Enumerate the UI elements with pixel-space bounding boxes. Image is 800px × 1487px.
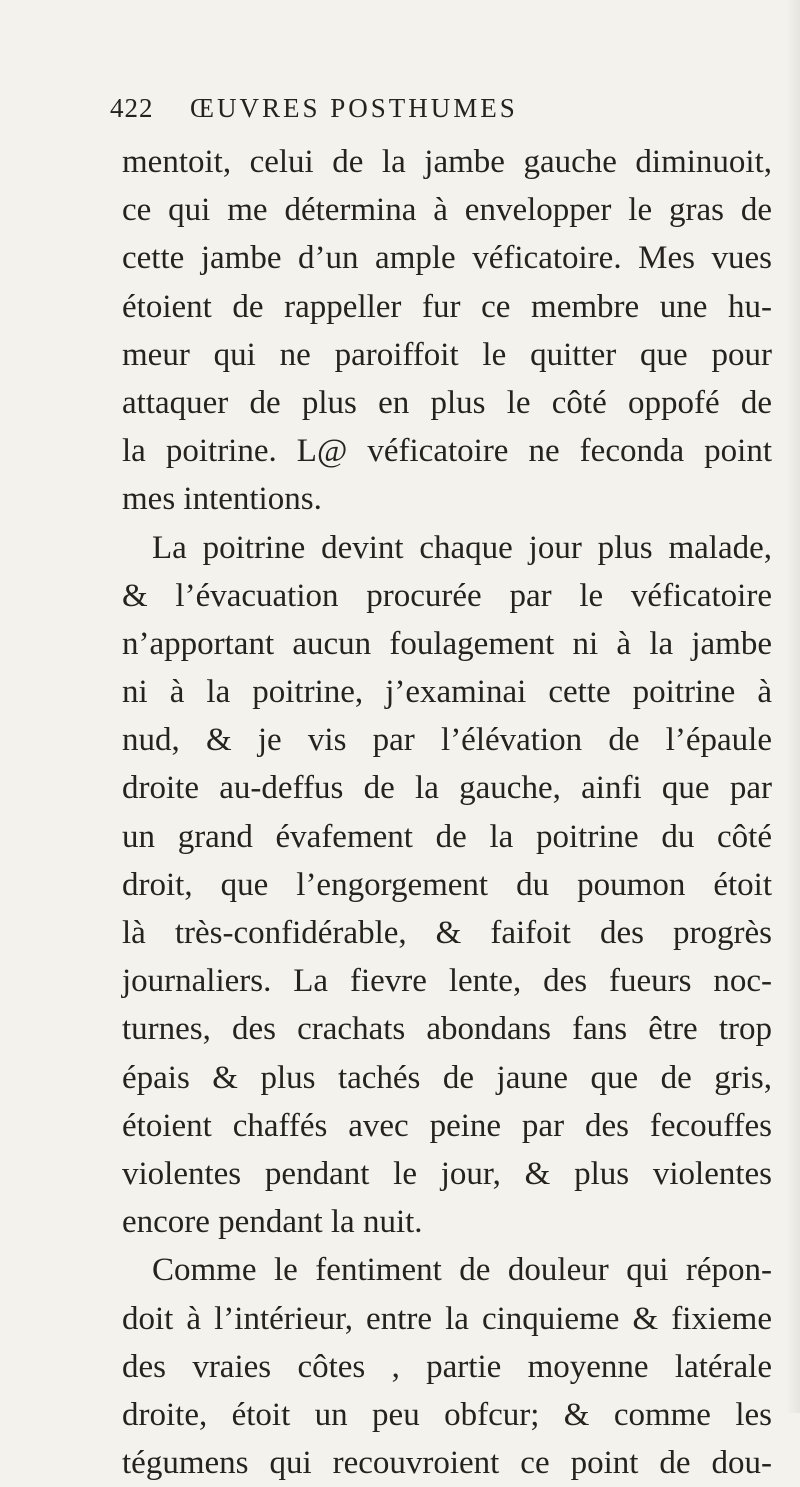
text-line: turnes, des crachats abondans fans être trop: [122, 1011, 772, 1048]
text-line: attaquer de plus en plus le côté oppofé de: [122, 384, 772, 421]
text-line: meur qui ne paroiffoit le quitter que pour: [122, 336, 772, 373]
text-line: étoient de rappeller fur ce membre une hu-: [122, 288, 772, 325]
page-header: [110, 93, 730, 133]
text-line: épais & plus tachés de jaune que de gris,: [122, 1059, 772, 1096]
text-line: mentoit, celui de la jambe gauche diminuoit,: [122, 144, 772, 180]
page-edge-shadow: [786, 0, 800, 1413]
text-line: doit à l’intérieur, entre la cinquieme & fixieme: [122, 1300, 772, 1337]
text-line: étoient chaffés avec peine par des fecouffes: [122, 1107, 772, 1144]
text-line: violentes pendant le jour, & plus violentes: [122, 1155, 772, 1192]
text-line: la poitrine. L@ véficatoire ne feconda point: [122, 433, 772, 470]
running-title: ŒUVRES POSTHUMES: [190, 93, 518, 123]
page-number: 422: [110, 93, 154, 123]
text-line: journaliers. La fievre lente, des fueurs noc-: [122, 963, 772, 1000]
text-line: droite, étoit un peu obfcur; & comme les: [122, 1396, 772, 1433]
text-line: droite au-deffus de la gauche, ainfi que par: [122, 770, 772, 807]
text-line: ce qui me détermina à envelopper le gras de: [122, 192, 772, 229]
text-line: mes intentions.: [122, 481, 322, 518]
text-line: un grand évafement de la poitrine du côté: [122, 818, 772, 855]
body-text: [122, 138, 772, 1487]
text-line: & l’évacuation procurée par le véficatoire: [122, 577, 772, 614]
text-line: encore pendant la nuit.: [122, 1204, 423, 1241]
text-line: droit, que l’engorgement du poumon étoit: [122, 866, 772, 903]
paragraph-start-line: La poitrine devint chaque jour plus malade,: [152, 529, 772, 566]
text-line: cette jambe d’un ample véficatoire. Mes vues: [122, 240, 772, 277]
text-line: des vraies côtes , partie moyenne latérale: [122, 1348, 772, 1385]
text-line: nud, & je vis par l’élévation de l’épaule: [122, 722, 772, 759]
text-line: ni à la poitrine, j’examinai cette poitrine à: [122, 674, 772, 711]
text-line: n’apportant aucun foulagement ni à la jambe: [122, 625, 772, 662]
text-line: là très-confidérable, & faifoit des progrès: [122, 915, 772, 951]
paragraph-start-line: Comme le fentiment de douleur qui répon-: [152, 1252, 772, 1289]
text-line: tégumens qui recouvroient ce point de dou-: [122, 1445, 772, 1482]
